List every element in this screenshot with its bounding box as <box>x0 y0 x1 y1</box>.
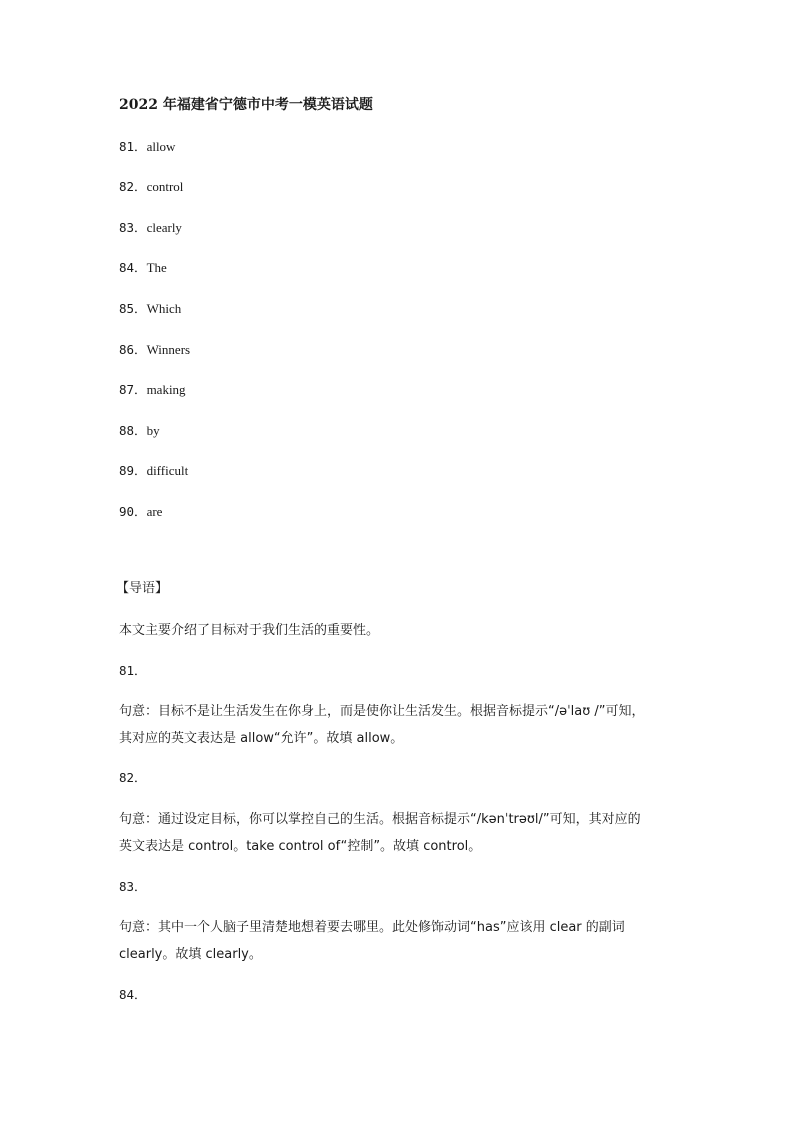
explanation-83-line2: clearly。故填 clearly。 <box>119 947 262 962</box>
answer-number: 87． <box>119 382 147 397</box>
answer-81 <box>119 139 175 156</box>
document-title: 2022 年福建省宁德市中考一模英语试题 <box>119 97 373 113</box>
answer-90 <box>119 504 162 521</box>
answer-number: 89． <box>119 463 147 478</box>
answer-number: 85． <box>119 301 147 316</box>
explanation-number-84: 84． <box>119 987 147 1002</box>
answer-word: The <box>146 260 167 275</box>
explanation-82-line2: 英文表达是 control。take control of“控制”。故填 control。 <box>119 839 482 854</box>
answer-word: by <box>146 423 160 438</box>
guide-heading: 【导语】 <box>116 581 169 596</box>
explanation-number-81: 81． <box>119 663 147 678</box>
answer-number: 82． <box>119 179 147 194</box>
answer-number: 83． <box>119 220 147 235</box>
explanation-81-line1: 句意：目标不是让生活发生在你身上，而是使你让生活发生。根据音标提示“/əˈlaʊ /”可知， <box>119 704 645 719</box>
guide-text: 本文主要介绍了目标对于我们生活的重要性。 <box>119 623 380 638</box>
answer-86 <box>119 342 190 359</box>
answer-84 <box>119 260 167 277</box>
answer-word: are <box>146 504 163 519</box>
answer-word: Which <box>146 301 182 316</box>
answer-83 <box>119 220 182 237</box>
explanation-number-83: 83． <box>119 879 147 894</box>
explanation-83-line1: 句意：其中一个人脑子里清楚地想着要去哪里。此处修饰动词“has”应该用 clear 的副词 <box>119 920 625 935</box>
answer-number: 90． <box>119 504 147 519</box>
answer-word: difficult <box>146 463 189 478</box>
answer-number: 81． <box>119 139 147 154</box>
answer-word: control <box>146 179 184 194</box>
explanation-number-82: 82． <box>119 770 147 785</box>
answer-85 <box>119 301 181 318</box>
answer-89 <box>119 463 188 480</box>
explanation-81-line2: 其对应的英文表达是 allow“允许”。故填 allow。 <box>119 731 404 746</box>
explanation-82-line1: 句意：通过设定目标，你可以掌控自己的生活。根据音标提示“/kənˈtrəʊl/”可知，其对应的 <box>119 812 641 827</box>
answer-word: clearly <box>146 220 182 235</box>
answer-82 <box>119 179 183 196</box>
answer-number: 88． <box>119 423 147 438</box>
answer-word: making <box>146 382 186 397</box>
answer-87 <box>119 382 186 399</box>
answer-number: 84． <box>119 260 147 275</box>
answer-word: Winners <box>146 342 191 357</box>
answer-number: 86． <box>119 342 147 357</box>
answer-88 <box>119 423 160 440</box>
answer-word: allow <box>146 139 176 154</box>
